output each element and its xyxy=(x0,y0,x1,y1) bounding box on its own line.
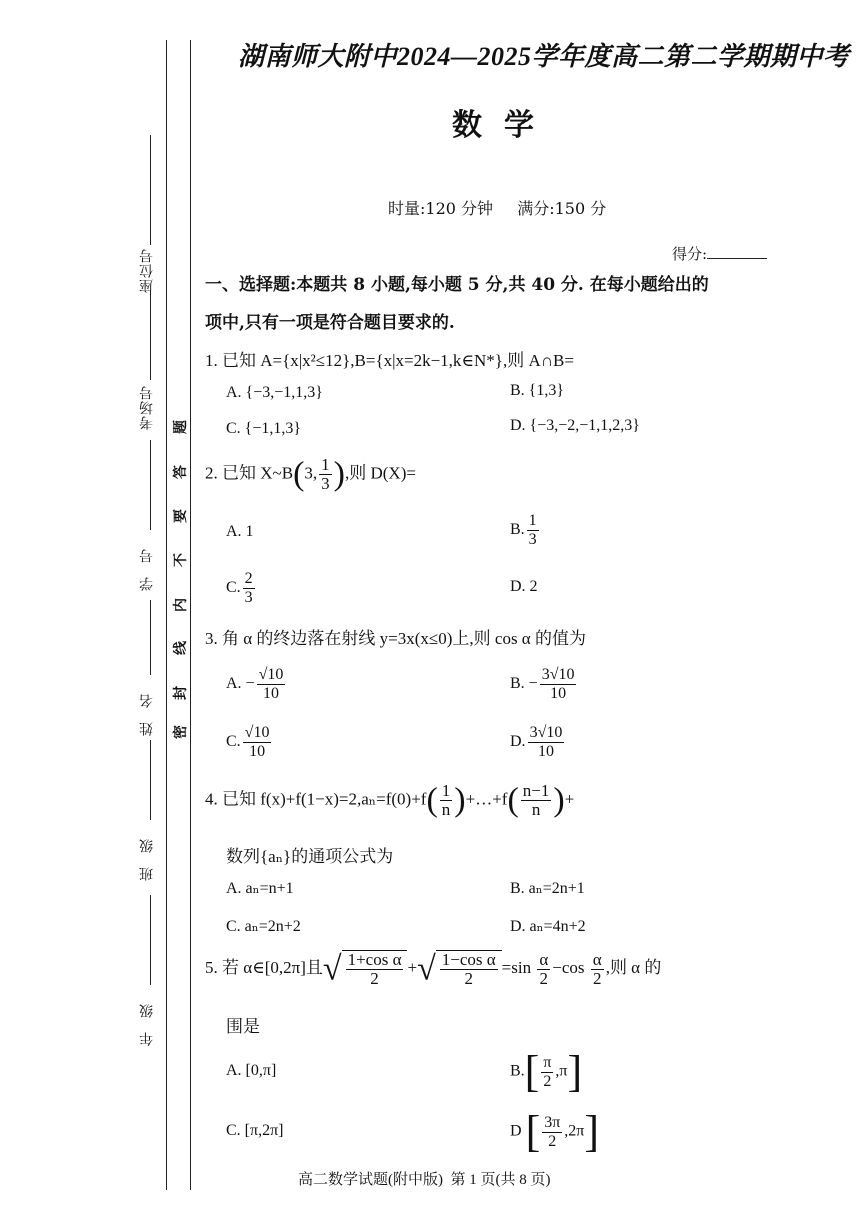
question-2-option-d[interactable]: D. 2 xyxy=(510,578,538,595)
score-field xyxy=(672,243,767,264)
question-4-stem: 4. 已知 f(x)+f(1−x)=2,aₙ=f(0)+f( $\frac{1}{n}$ )+…+f( $\frac{n-1}{n}$ )+ xyxy=(205,781,575,819)
section-instructions xyxy=(205,268,740,340)
question-2-stem: 2. 已知 X~B(3, $\frac{1}{3}$ ),则 D(X)= xyxy=(205,455,416,493)
question-3-option-c[interactable]: C. $\frac{√10}{10}$ xyxy=(226,724,270,760)
name-label: 姓名 xyxy=(139,680,155,736)
class-blank xyxy=(150,740,151,820)
question-5-option-c[interactable]: C. [π,2π] xyxy=(226,1122,284,1139)
score-blank xyxy=(707,244,767,259)
grade-label: 年级 xyxy=(139,990,155,1046)
full-score: 满分:150 分 xyxy=(517,199,607,218)
class-label: 班级 xyxy=(139,825,155,881)
question-4-option-b[interactable]: B. aₙ=2n+1 xyxy=(510,880,585,897)
question-1-option-d[interactable]: D. {−3,−2,−1,1,2,3} xyxy=(510,417,640,434)
seal-char: 封 xyxy=(173,686,189,700)
page-footer: 高二数学试题(附中版) 第 1 页(共 8 页) xyxy=(298,1172,551,1188)
question-3-option-d[interactable]: D. $\frac{3√10}{10}$ xyxy=(510,724,563,760)
seal-char: 内 xyxy=(173,598,189,612)
name-blank xyxy=(150,600,151,675)
seat-blank xyxy=(150,135,151,245)
seal-char: 要 xyxy=(173,509,189,523)
question-2-option-c[interactable]: C. $\frac{2}{3}$ xyxy=(226,570,253,606)
question-1-option-a[interactable]: A. {−3,−1,1,3} xyxy=(226,384,323,401)
binding-line-outer xyxy=(166,40,167,1190)
fraction: $\frac{1}{3}$ xyxy=(321,455,330,493)
question-5-option-d[interactable]: D [ $\frac{3\pi}{2}$ ,2π] xyxy=(510,1107,600,1156)
question-1-option-c[interactable]: C. {−1,1,3} xyxy=(226,420,302,437)
student-id-blank xyxy=(150,440,151,530)
exam-meta xyxy=(388,196,606,219)
question-4-option-c[interactable]: C. aₙ=2n+2 xyxy=(226,918,301,935)
room-label: 考场号 xyxy=(139,385,155,430)
seal-char: 题 xyxy=(173,420,189,434)
binding-line-inner xyxy=(190,40,191,1190)
question-5-line-2: 围是 xyxy=(226,1017,260,1036)
section-line-1: 一、选择题:本题共 8 小题,每小题 5 分,共 40 分. 在每小题给出的 xyxy=(205,275,709,295)
question-4-option-d[interactable]: D. aₙ=4n+2 xyxy=(510,918,586,935)
seal-char: 答 xyxy=(173,465,189,479)
question-5-option-b[interactable]: B.[ $\frac{\pi}{2}$ ,π] xyxy=(510,1047,583,1096)
question-4-option-a[interactable]: A. aₙ=n+1 xyxy=(226,880,294,897)
question-5-option-a[interactable]: A. [0,π] xyxy=(226,1062,277,1079)
seal-char: 不 xyxy=(173,553,189,567)
question-1-stem: 1. 已知 A={x|x²≤12},B={x|x=2k−1,k∈N*},则 A∩B= xyxy=(205,351,574,370)
question-1-option-b[interactable]: B. {1,3} xyxy=(510,382,565,399)
question-5-stem: 5. 若 α∈[0,2π]且√ $\frac{\text{1+cos α}}{2}$ +√ $\frac{\text{1−cos α}}{2}$ =sin $\frac{\alpha}{2}$ −cos $\frac{\alpha}{2}$ ,则 α 的 xyxy=(205,949,662,988)
exam-title: 湖南师大附中2024—2025学年度高二第二学期期中考 xyxy=(238,42,850,71)
question-2-option-b[interactable]: B. $\frac{1}{3}$ xyxy=(510,512,537,548)
question-3-option-a[interactable]: A. − $\frac{√10}{10}$ xyxy=(226,666,284,702)
time-limit: 时量:120 分钟 xyxy=(388,199,494,218)
section-line-2: 项中,只有一项是符合题目要求的. xyxy=(205,313,455,333)
score-label: 得分: xyxy=(672,245,708,263)
question-4-line-2: 数列{aₙ}的通项公式为 xyxy=(226,847,394,866)
room-blank xyxy=(150,290,151,380)
grade-blank xyxy=(150,895,151,985)
question-3-option-b[interactable]: B. − $\frac{3√10}{10}$ xyxy=(510,666,575,702)
question-3-stem: 3. 角 α 的终边落在射线 y=3x(x≤0)上,则 cos α 的值为 xyxy=(205,629,586,648)
subject-title: 数学 xyxy=(452,108,556,143)
seat-label: 座位号 xyxy=(139,248,155,293)
question-2-option-a[interactable]: A. 1 xyxy=(226,523,254,540)
seal-char: 线 xyxy=(173,641,189,655)
seal-char: 密 xyxy=(173,725,189,739)
student-id-label: 学号 xyxy=(139,535,155,591)
